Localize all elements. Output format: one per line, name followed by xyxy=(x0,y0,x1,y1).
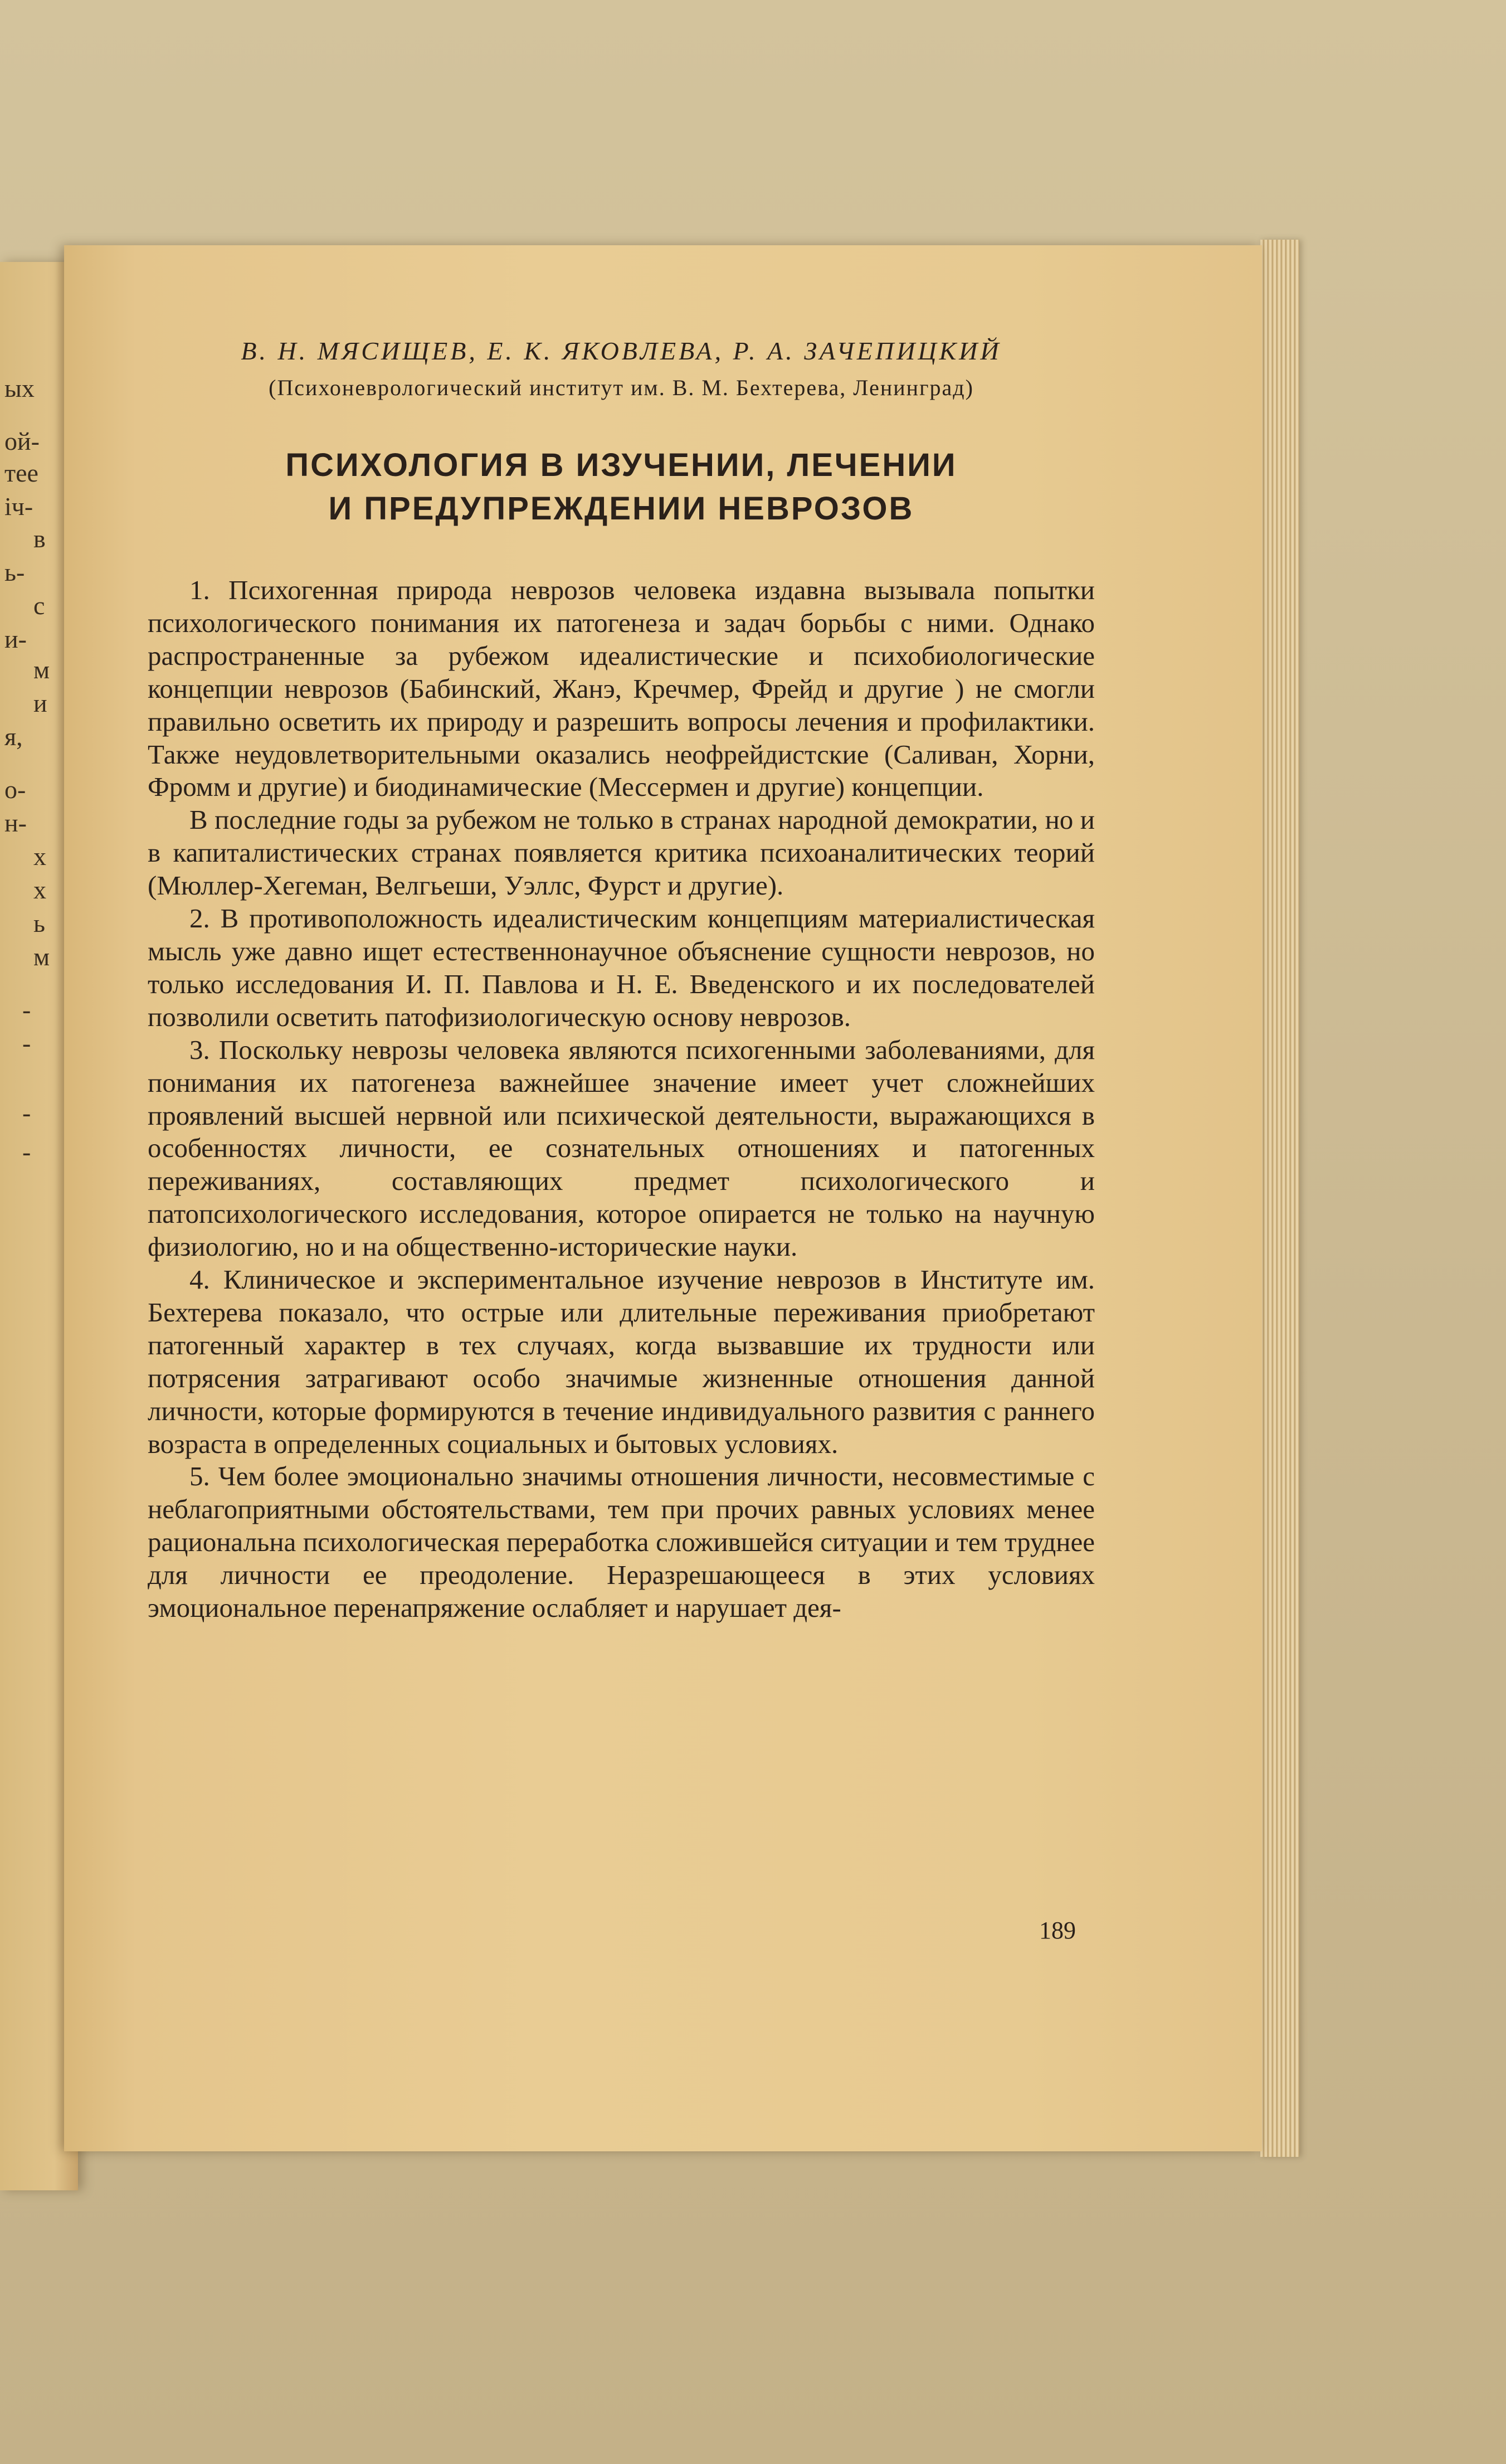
page-number: 189 xyxy=(1039,1917,1076,1944)
article-title xyxy=(148,444,1095,531)
article-body xyxy=(148,574,1095,1625)
previous-page-text-fragment: - xyxy=(22,1138,31,1166)
previous-page-text-fragment: ой- xyxy=(4,427,40,455)
article-title-line-1: ПСИХОЛОГИЯ В ИЗУЧЕНИИ, ЛЕЧЕНИИ xyxy=(285,447,957,483)
previous-page-text-fragment: ых xyxy=(4,374,35,402)
article-institute: (Психоневрологический институт им. В. М. Бехтерева, Ленинград) xyxy=(269,375,974,400)
previous-page-text-fragment: тее xyxy=(4,459,38,487)
previous-page-text-fragment: х xyxy=(33,842,46,871)
previous-page-text-fragment: я, xyxy=(4,722,23,751)
previous-page-text-fragment: м xyxy=(33,942,50,971)
previous-page-text-fragment: и- xyxy=(4,625,27,653)
previous-page-text-fragment: іч- xyxy=(4,492,33,521)
previous-page-text-fragment: н- xyxy=(4,809,27,837)
paragraph-3: 2. В противоположность идеалистическим концепциям материалистическая мысль уже давно ищет естественнонаучное объяснение сущности неврозов, но только исследования И. П. Павлова и Н. Е. Введенского и их последователей позволили осветить патофизиологическую основу неврозов. xyxy=(148,903,1095,1032)
previous-page-text-fragment: ь- xyxy=(4,558,25,586)
previous-page-text-fragment: о- xyxy=(4,775,26,804)
previous-page-text-fragment: ь xyxy=(33,909,45,937)
paragraph-6: 5. Чем более эмоционально значимы отношения личности, несовместимые с неблагоприятными обстоятельствами, тем при прочих равных условиях менее рациональна психологическая переработка сложившейся ситуации и тем труднее для личности ее преодоление. Неразрешающееся в этих условиях эмоциональное перенапряжение ослабляет и нарушает дея- xyxy=(148,1461,1095,1624)
previous-page-text-fragment: - xyxy=(22,1099,31,1127)
paragraph-5: 4. Клиническое и экспериментальное изучение неврозов в Институте им. Бехтерева показало, что острые или длительные переживания приобретают патогенный характер в тех случаях, когда вызвавшие их трудности или потрясения затрагивают особо значимые жизненные отношения данной личности, которые формируются в течение индивидуального развития с раннего возраста в определенных социальных и бытовых условиях. xyxy=(148,1264,1095,1459)
previous-page-text-fragment: с xyxy=(33,591,45,620)
paragraph-1: 1. Психогенная природа неврозов человека издавна вызывала попытки психологического понимания их патогенеза и задач борьбы с ними. Однако распространенные за рубежом идеалистические и психобиологические концепции неврозов (Бабинский, Жанэ, Кречмер, Фрейд и другие ) не смогли правильно осветить их природу и разрешить вопросы лечения и профилактики. Также неудовлетворительными оказались неофрейдистские (Саливан, Хорни, Фромм и другие) и биодинамические (Мессермен и другие) концепции. xyxy=(148,575,1095,803)
page-stack-edge xyxy=(1260,240,1299,2157)
article-authors: В. Н. МЯСИЩЕВ, Е. К. ЯКОВЛЕВА, Р. А. ЗАЧЕПИЦКИЙ xyxy=(241,337,1002,365)
previous-page-text-fragment: - xyxy=(22,995,31,1024)
paragraph-2: В последние годы за рубежом не только в странах народной демократии, но и в капиталистических странах появляется критика психоаналитических теорий (Мюллер-Хегеман, Велгьеши, Уэллс, Фурст и другие). xyxy=(148,804,1095,901)
previous-page-text-fragment: м xyxy=(33,655,50,684)
previous-page-text-fragment: - xyxy=(22,1029,31,1057)
paragraph-4: 3. Поскольку неврозы человека являются психогенными заболеваниями, для понимания их патогенеза важнейшее значение имеет учет сложнейших проявлений высшей нервной или психической деятельности, выражающихся в особенностях личности, ее сознательных отношениях и патогенных переживаниях, составляющих предмет психологического и патопсихологического исследования, которое опирается не только на научную физиологию, но и на общественно-исторические науки. xyxy=(148,1034,1095,1262)
previous-page-text-fragment: в xyxy=(33,524,46,553)
previous-page-text-fragment: х xyxy=(33,876,46,904)
article-title-line-2: И ПРЕДУПРЕЖДЕНИИ НЕВРОЗОВ xyxy=(328,490,914,527)
article xyxy=(148,334,1095,1625)
previous-page-text-fragment: и xyxy=(33,689,47,717)
